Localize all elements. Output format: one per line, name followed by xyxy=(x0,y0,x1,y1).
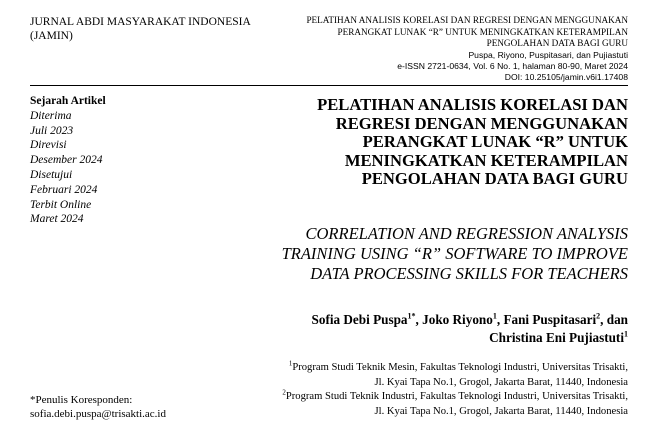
author-3-name: Fani Puspitasari xyxy=(503,312,597,327)
running-authors: Puspa, Riyono, Puspitasari, dan Pujiastuti xyxy=(468,49,628,60)
running-title-line1: PELATIHAN ANALISIS KORELASI DAN REGRESI DENGAN MENGGUNAKAN xyxy=(306,15,628,25)
correspondence-email[interactable]: sofia.debi.puspa@trisakti.ac.id xyxy=(30,408,166,420)
title-en-line1: CORRELATION AND REGRESSION ANALYSIS xyxy=(305,224,628,243)
author-sep-1: , xyxy=(415,312,423,327)
title-line5: PENGOLAHAN DATA BAGI GURU xyxy=(361,169,628,189)
accepted-date: Februari 2024 xyxy=(30,183,98,196)
running-header xyxy=(268,15,628,83)
title-en-line3: DATA PROCESSING SKILLS FOR TEACHERS xyxy=(310,264,628,283)
history-label: Sejarah Artikel xyxy=(30,95,106,107)
issn-volume: e-ISSN 2721-0634, Vol. 6 No. 1, halaman 80-90, Maret 2024 xyxy=(397,60,628,71)
online-date: Maret 2024 xyxy=(30,213,84,226)
header-divider xyxy=(30,85,628,86)
author-list xyxy=(208,311,628,347)
journal-name-line1: JURNAL ABDI MASYARAKAT INDONESIA xyxy=(30,16,251,28)
journal-name xyxy=(30,15,280,43)
author-4-sup: 1 xyxy=(624,329,628,339)
running-title-line3: PENGOLAHAN DATA BAGI GURU xyxy=(486,38,628,48)
online-label: Terbit Online xyxy=(30,198,92,211)
title-en-line2: TRAINING USING “R” SOFTWARE TO IMPROVE xyxy=(281,244,628,263)
author-sep-2: , xyxy=(496,312,504,327)
title-line4: MENINGKATKAN KETERAMPILAN xyxy=(344,150,628,170)
affiliation-2-line1: Program Studi Teknik Industri, Fakultas Teknologi Industri, Universitas Trisakti, xyxy=(285,391,628,402)
received-date: Juli 2023 xyxy=(30,124,74,137)
author-2-sup: 1 xyxy=(492,311,497,321)
author-1-name: Sofia Debi Puspa xyxy=(311,312,408,327)
affiliation-1-sup: 1 xyxy=(288,359,293,368)
corresponding-author xyxy=(30,393,230,421)
journal-name-line2: (JAMIN) xyxy=(30,30,73,42)
accepted-label: Disetujui xyxy=(30,168,73,181)
title-line2: REGRESI DENGAN MENGGUNAKAN xyxy=(335,113,628,133)
affiliation-2-line2: Jl. Kyai Tapa No.1, Grogol, Jakarta Barat, 11440, Indonesia xyxy=(374,405,628,417)
affiliations xyxy=(208,361,628,419)
author-4-name: Christina Eni Pujiastuti xyxy=(489,330,624,345)
revised-date: Desember 2024 xyxy=(30,154,103,167)
running-title-line2: PERANGKAT LUNAK “R” UNTUK MENINGKATKAN KETERAMPILAN xyxy=(337,26,628,37)
author-sep-3: , dan xyxy=(600,312,628,327)
author-2-name: Joko Riyono xyxy=(422,312,493,327)
author-1-sup: 1* xyxy=(407,311,416,321)
affiliation-1-line2: Jl. Kyai Tapa No.1, Grogol, Jakarta Barat, 11440, Indonesia xyxy=(374,376,628,388)
author-3-sup: 2 xyxy=(596,311,601,321)
doi-link[interactable]: DOI: 10.25105/jamin.v6i1.17408 xyxy=(504,71,628,82)
title-line1: PELATIHAN ANALISIS KORELASI DAN xyxy=(317,95,628,114)
affiliation-1-line1: Program Studi Teknik Mesin, Fakultas Teknologi Industri, Universitas Trisakti, xyxy=(292,362,628,373)
title-line3: PERANGKAT LUNAK “R” UNTUK xyxy=(362,132,628,152)
article-title xyxy=(238,96,628,189)
correspondence-label: *Penulis Koresponden: xyxy=(30,394,133,406)
article-history xyxy=(30,94,200,227)
affiliation-2-sup: 2 xyxy=(282,388,286,397)
article-title-english xyxy=(208,224,628,284)
revised-label: Direvisi xyxy=(30,139,67,152)
received-label: Diterima xyxy=(30,109,72,122)
